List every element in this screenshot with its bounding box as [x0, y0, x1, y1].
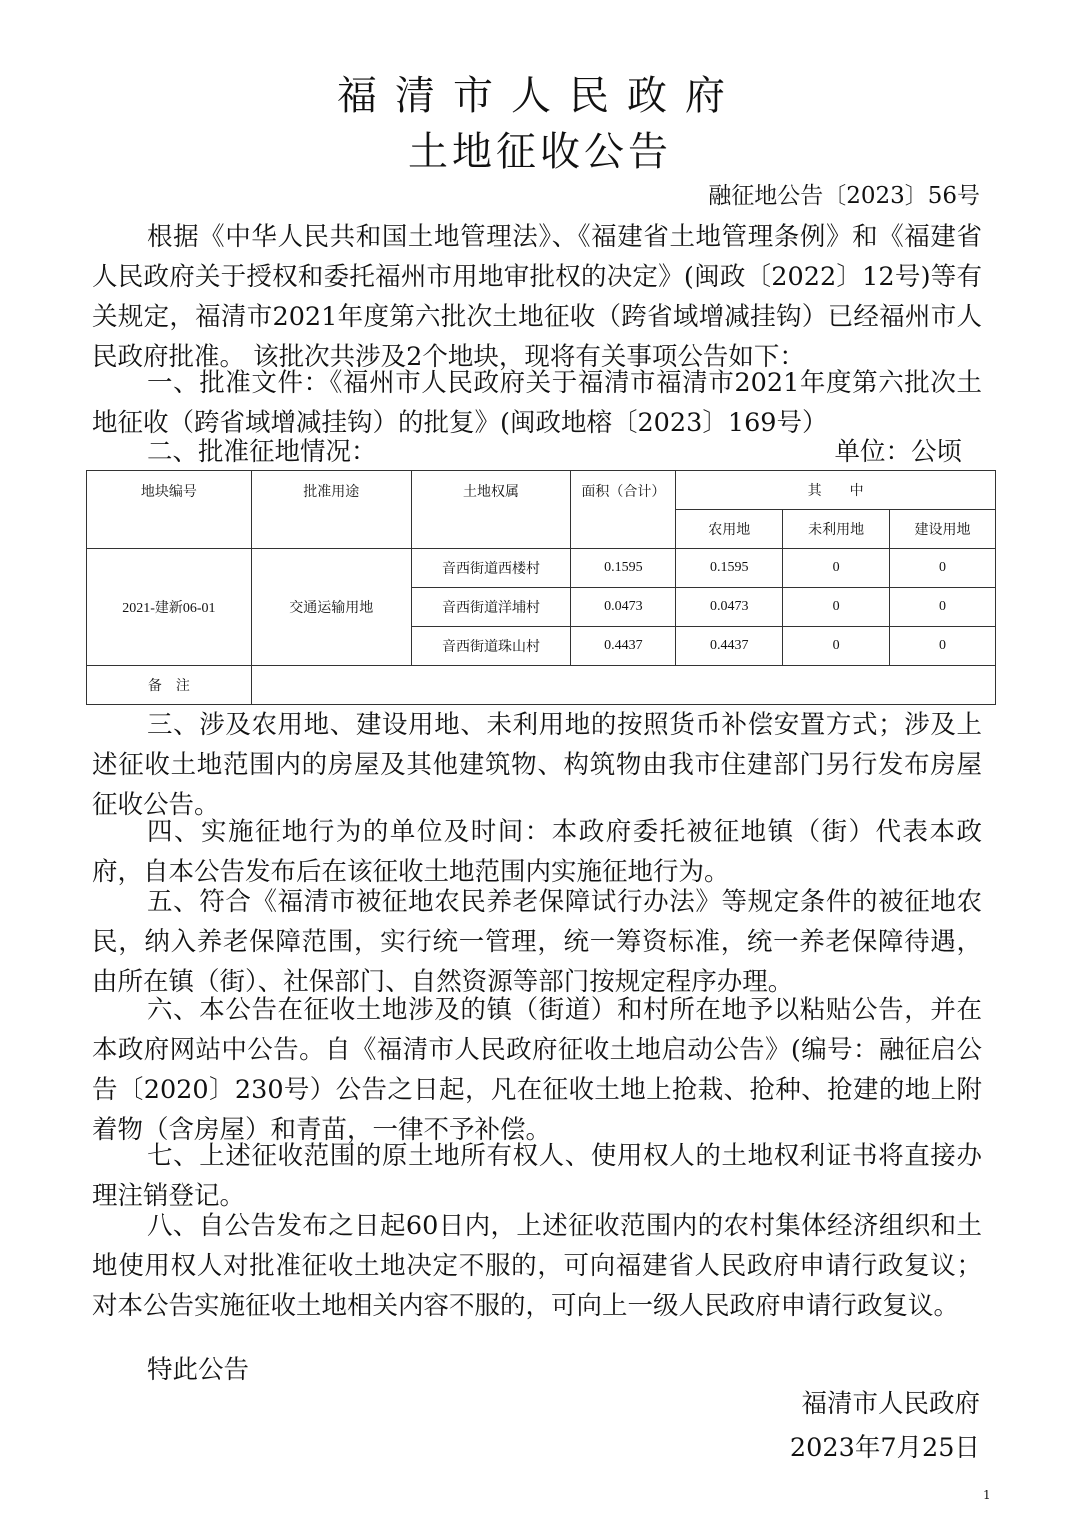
cell-area-total: 0.4437 [571, 627, 676, 666]
header-usage: 批准用途 [251, 471, 411, 549]
cell-ownership: 音西街道西楼村 [411, 549, 571, 588]
header-ownership: 土地权属 [411, 471, 571, 549]
cell-usage: 交通运输用地 [251, 549, 411, 666]
signature-org: 福清市人民政府 [801, 1389, 980, 1419]
cell-ownership: 音西街道珠山村 [411, 627, 571, 666]
cell-area-total: 0.0473 [571, 588, 676, 627]
paragraph-review: 八、自公告发布之日起60日内，上述征收范围内的农村集体经济组织和土地使用权人对批准征收土地决定不服的，可向福建省人民政府申请行政复议；对本公告实施征收土地相关内容不服的，可向上一级人民政府申请行政复议。 [92, 1211, 982, 1321]
header-farmland: 农用地 [676, 510, 783, 549]
header-unused: 未利用地 [783, 510, 890, 549]
header-construction: 建设用地 [890, 510, 996, 549]
unit-label: 单位：公顷 [834, 437, 962, 467]
remarks-value [251, 666, 995, 705]
header-of-which: 其 中 [676, 471, 996, 510]
paragraph-closing: 特此公告 [147, 1355, 250, 1385]
cell-area-total: 0.1595 [571, 549, 676, 588]
document-number: 融征地公告〔2023〕56号 [708, 183, 980, 209]
table-remarks-row [87, 666, 996, 705]
cell-unused: 0 [783, 549, 890, 588]
cell-construction: 0 [890, 588, 996, 627]
paragraph-approval-status [92, 432, 982, 472]
paragraph-pension: 五、符合《福清市被征地农民养老保障试行办法》等规定条件的被征地农民，纳入养老保障范围，实行统一管理，统一筹资标准，统一养老保障待遇，由所在镇（街）、社保部门、自然资源等部门按规定程序办理。 [92, 887, 982, 997]
cell-farmland: 0.1595 [676, 549, 783, 588]
table-header-row [87, 471, 996, 510]
cell-ownership: 音西街道洋埔村 [411, 588, 571, 627]
cell-construction: 0 [890, 627, 996, 666]
remarks-label: 备 注 [87, 666, 252, 705]
page-title-issuer: 福清市人民政府 [337, 73, 743, 119]
approval-status-heading: 二、批准征地情况： [147, 437, 377, 467]
signature-date: 2023年7月25日 [789, 1433, 980, 1463]
land-table [86, 470, 996, 705]
header-parcel-no: 地块编号 [87, 471, 252, 549]
header-area-total: 面积（合计） [571, 471, 676, 549]
paragraph-compensation: 三、涉及农用地、建设用地、未利用地的按照货币补偿安置方式；涉及上述征收土地范围内的房屋及其他建筑物、构筑物由我市住建部门另行发布房屋征收公告。 [92, 710, 982, 820]
page-title: 土地征收公告 [408, 129, 672, 175]
cell-construction: 0 [890, 549, 996, 588]
cell-unused: 0 [783, 588, 890, 627]
paragraph-approval-document: 一、批准文件：《福州市人民政府关于福清市福清市2021年度第六批次土地征收（跨省域增减挂钩）的批复》(闽政地榕〔2023〕169号） [92, 368, 982, 438]
cell-farmland: 0.4437 [676, 627, 783, 666]
paragraph-deregistration: 七、上述征收范围的原土地所有权人、使用权人的土地权利证书将直接办理注销登记。 [92, 1141, 982, 1211]
table-row [87, 549, 996, 588]
page-number: 1 [983, 1488, 991, 1502]
cell-parcel-no: 2021-建新06-01 [87, 549, 252, 666]
cell-farmland: 0.0473 [676, 588, 783, 627]
cell-unused: 0 [783, 627, 890, 666]
paragraph-implementing-unit: 四、实施征地行为的单位及时间：本政府委托被征地镇（街）代表本政府，自本公告发布后在该征收土地范围内实施征地行为。 [92, 817, 982, 887]
paragraph-basis: 根据《中华人民共和国土地管理法》、《福建省土地管理条例》和《福建省人民政府关于授权和委托福州市用地审批权的决定》(闽政〔2022〕12号)等有关规定，福清市2021年度第六批次土地征收（跨省域增减挂钩）已经福州市人民政府批准。 该批次共涉及2个地块，现将有关事项公告如下： [92, 222, 982, 372]
paragraph-publication: 六、本公告在征收土地涉及的镇（街道）和村所在地予以粘贴公告，并在本政府网站中公告。自《福清市人民政府征收土地启动公告》(编号：融征启公告〔2020〕230号）公告之日起，凡在征收土地上抢栽、抢种、抢建的地上附着物（含房屋）和青苗，一律不予补偿。 [92, 995, 982, 1145]
